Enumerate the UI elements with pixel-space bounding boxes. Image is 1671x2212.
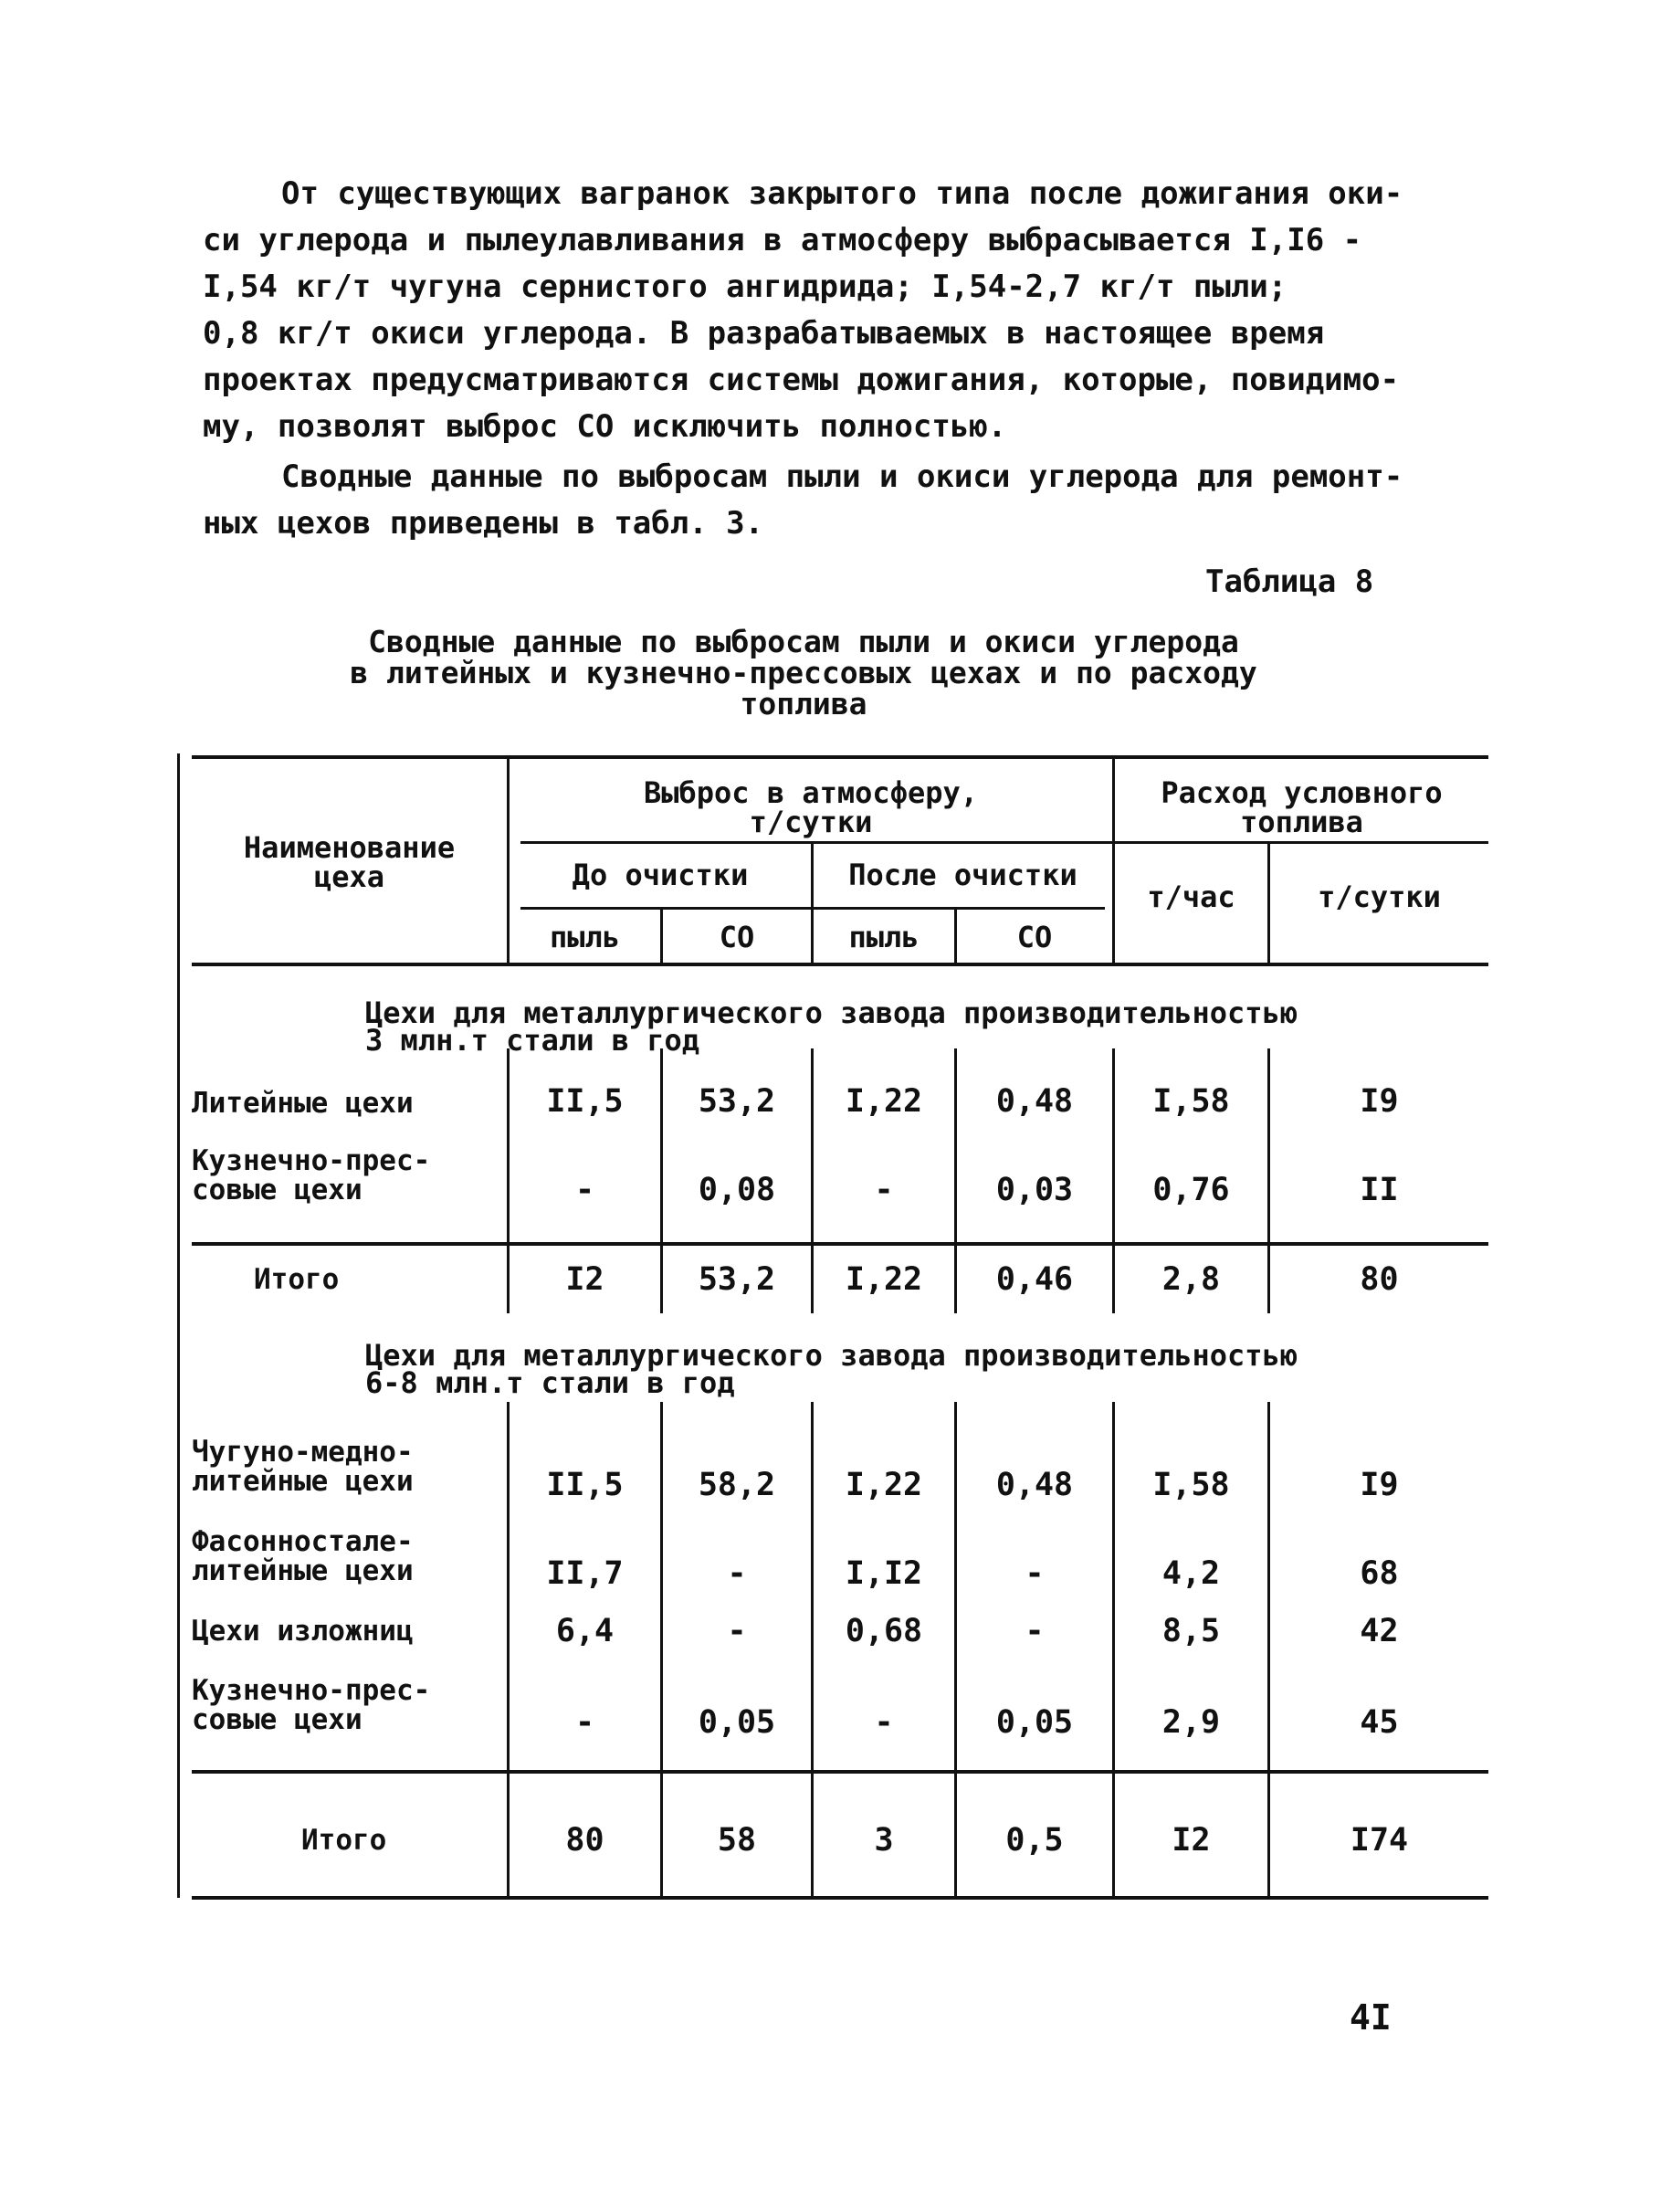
total-cell: 3: [874, 1822, 894, 1859]
header-fuel: [1115, 775, 1488, 839]
value-cell: 53,2: [698, 1083, 776, 1120]
value-cell: II,5: [546, 1467, 624, 1503]
value-cell: I,22: [845, 1467, 923, 1503]
value-cell: -: [727, 1555, 747, 1592]
page-number: 4I: [1350, 1997, 1392, 2038]
table-top-rule: [192, 755, 1488, 759]
row-name-line: литейные цехи: [192, 1554, 414, 1587]
total-cell: I2: [565, 1261, 604, 1298]
text-line: проектах предусматриваются системы дожигания, которые, повидимо-: [203, 362, 1400, 398]
text-line: ных цехов приведены в табл. 3.: [203, 505, 764, 542]
value-cell: -: [1025, 1613, 1045, 1649]
paragraph-2: [203, 454, 1426, 547]
total-cell: 53,2: [698, 1261, 776, 1298]
row-name: [192, 1676, 430, 1734]
table-bottom-rule: [192, 1896, 1488, 1900]
header-dust: пыль: [549, 920, 621, 954]
row-name-line: Кузнечно-прес-: [192, 1144, 431, 1177]
total-cell: 58: [717, 1822, 757, 1859]
text-line: Сводные данные по выбросам пыли и окиси углерода для ремонт-: [281, 458, 1403, 495]
header-after-cleaning: После очистки: [848, 858, 1077, 892]
total-cell: 0,46: [995, 1261, 1074, 1298]
header-per-day: т/сутки: [1318, 880, 1441, 914]
row-name-line: совые цехи: [192, 1703, 363, 1736]
value-cell: 2,9: [1161, 1704, 1221, 1741]
value-cell: II: [1360, 1172, 1399, 1208]
value-cell: 58,2: [698, 1467, 776, 1503]
section-title: [365, 1338, 1298, 1400]
total-cell: 80: [565, 1822, 604, 1859]
value-cell: -: [574, 1704, 595, 1741]
total-label: Итого: [254, 1263, 340, 1296]
row-name-line: литейные цехи: [192, 1465, 414, 1498]
header-name-line: Наименование: [243, 830, 456, 865]
total-cell: 0,5: [1005, 1822, 1064, 1859]
value-cell: 0,68: [845, 1613, 923, 1649]
header-bottom-rule: [192, 963, 1488, 966]
total-rule: [192, 1242, 1488, 1246]
value-cell: 4,2: [1161, 1555, 1221, 1592]
table-label: Таблица 8: [1205, 564, 1374, 600]
value-cell: II,5: [546, 1083, 624, 1120]
total-cell: I2: [1172, 1822, 1211, 1859]
paragraph-1: [203, 171, 1426, 450]
value-cell: I,58: [1152, 1467, 1230, 1503]
value-cell: 0,48: [995, 1467, 1074, 1503]
section-title-line: Цехи для металлургического завода производительностью: [365, 1338, 1298, 1373]
value-cell: 68: [1360, 1555, 1399, 1592]
total-cell: 2,8: [1161, 1261, 1221, 1298]
value-cell: -: [574, 1172, 595, 1208]
value-cell: I,I2: [845, 1555, 923, 1592]
header-emission: [510, 775, 1112, 839]
header-rule: [520, 841, 1488, 844]
value-cell: -: [874, 1704, 894, 1741]
text-line: I,54 кг/т чугуна сернистого ангидрида; I,54-2,7 кг/т пыли;: [203, 269, 1287, 305]
header-per-hour: т/час: [1147, 880, 1235, 914]
table-caption: [301, 624, 1306, 722]
value-cell: -: [874, 1172, 894, 1208]
row-name: [192, 1438, 414, 1496]
row-name-line: совые цехи: [192, 1174, 363, 1206]
value-cell: 8,5: [1161, 1613, 1221, 1649]
header-before-cleaning: До очистки: [572, 858, 749, 892]
row-name: [192, 1527, 414, 1585]
value-cell: 0,05: [995, 1704, 1074, 1741]
header-name-line: цеха: [313, 859, 385, 894]
caption-line: Сводные данные по выбросам пыли и окиси углерода: [368, 624, 1239, 659]
value-cell: 45: [1360, 1704, 1399, 1741]
section-title-line: Цехи для металлургического завода производительностью: [365, 995, 1298, 1030]
value-cell: -: [727, 1613, 747, 1649]
value-cell: 0,08: [698, 1172, 776, 1208]
header-co: CO: [1016, 920, 1053, 954]
row-name-line: Кузнечно-прес-: [192, 1674, 431, 1707]
value-cell: 42: [1360, 1613, 1399, 1649]
row-name-line: Цехи изложниц: [192, 1615, 414, 1648]
value-cell: -: [1025, 1555, 1045, 1592]
header-fuel-line: Расход условного: [1161, 775, 1443, 810]
row-name-line: Чугуно-медно-: [192, 1436, 414, 1469]
header-co: CO: [719, 920, 755, 954]
value-cell: 0,76: [1152, 1172, 1230, 1208]
text-line: 0,8 кг/т окиси углерода. В разрабатываемых в настоящее время: [203, 315, 1325, 352]
header-name: [192, 830, 507, 894]
header-dust: пыль: [848, 920, 920, 954]
row-name-line: Фасонностале-: [192, 1525, 414, 1558]
text-line: си углерода и пылеулавливания в атмосферу выбрасывается I,I6 -: [203, 222, 1362, 258]
text-line: От существующих вагранок закрытого типа после дожигания оки-: [281, 175, 1403, 212]
caption-line: топлива: [740, 686, 867, 722]
total-cell: I,22: [845, 1261, 923, 1298]
total-rule: [192, 1770, 1488, 1774]
header-fuel-line: топлива: [1240, 805, 1363, 839]
caption-line: в литейных и кузнечно-прессовых цехах и по расходу: [350, 655, 1257, 690]
value-cell: I9: [1360, 1083, 1399, 1120]
section-title: [365, 995, 1298, 1058]
header-emission-line: Выброс в атмосферу,: [643, 775, 979, 810]
value-cell: II,7: [546, 1555, 624, 1592]
total-label: Итого: [301, 1824, 387, 1857]
value-cell: I,22: [845, 1083, 923, 1120]
row-name-line: Литейные цехи: [192, 1087, 414, 1120]
total-cell: 80: [1360, 1261, 1399, 1298]
text-line: му, позволят выброс CO исключить полностью.: [203, 408, 1007, 445]
section-title-line: 3 млн.т стали в год: [365, 1023, 700, 1058]
value-cell: 0,03: [995, 1172, 1074, 1208]
row-name: [192, 1089, 414, 1118]
value-cell: I9: [1360, 1467, 1399, 1503]
value-cell: 0,05: [698, 1704, 776, 1741]
section-title-line: 6-8 млн.т стали в год: [365, 1365, 735, 1400]
value-cell: 6,4: [555, 1613, 615, 1649]
table-left-border: [177, 753, 180, 1898]
value-cell: I,58: [1152, 1083, 1230, 1120]
header-emission-line: т/сутки: [749, 805, 873, 839]
row-name: [192, 1617, 414, 1646]
value-cell: 0,48: [995, 1083, 1074, 1120]
total-cell: I74: [1350, 1822, 1409, 1859]
row-name: [192, 1146, 430, 1205]
